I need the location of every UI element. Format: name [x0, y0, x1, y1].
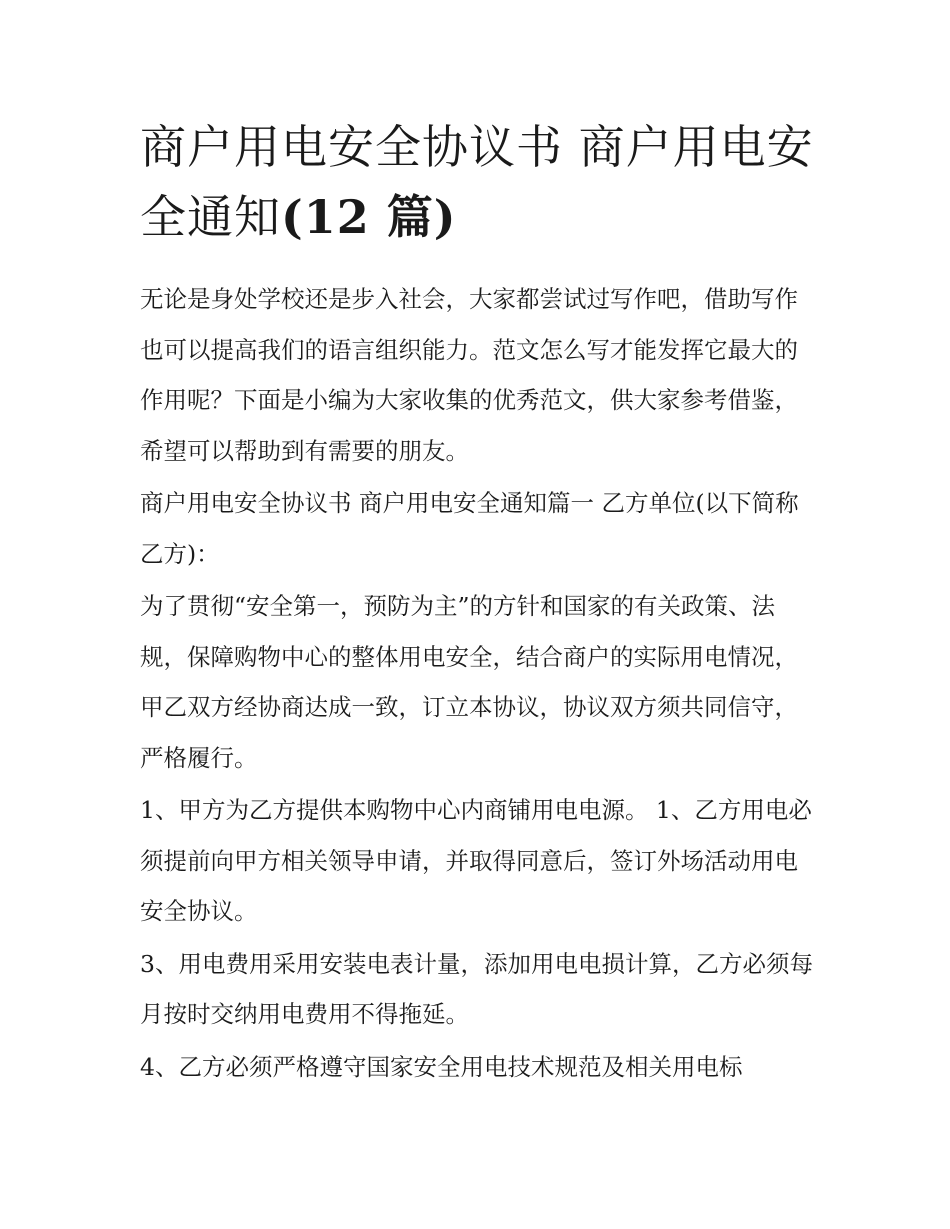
intro-paragraph: 无论是身处学校还是步入社会，大家都尝试过写作吧，借助写作也可以提高我们的语言组织能力。范文怎么写才能发挥它最大的作用呢？下面是小编为大家收集的优秀范文，供大家参考借鉴，希望可以帮助到有需要的朋友。 [140, 285, 798, 465]
purpose-paragraph: 为了贯彻“安全第一，预防为主”的方针和国家的有关政策、法规，保障购物中心的整体用电安全，结合商户的实际用电情况，甲乙双方经协商达成一致，订立本协议，协议双方须共同信守，严格履行。 [140, 592, 798, 772]
title-count: (12 篇) [281, 190, 457, 244]
document-title [140, 112, 815, 252]
section-heading-paragraph: 商户用电安全协议书 商户用电安全通知篇一 乙方单位(以下简称乙方)： [140, 489, 799, 568]
title-main: 商户用电安全协议书 商户用电安全通知 [140, 120, 814, 244]
document-page [140, 112, 815, 1094]
clause-4-paragraph: 4、乙方必须严格遵守国家安全用电技术规范及相关用电标 [140, 1052, 743, 1081]
clause-1-paragraph: 1、甲方为乙方提供本购物中心内商铺用电电源。 1、乙方用电必须提前向甲方相关领导申请，并取得同意后，签订外场活动用电安全协议。 [140, 796, 812, 925]
clause-3-paragraph: 3、用电费用采用安装电表计量，添加用电电损计算，乙方必须每月按时交纳用电费用不得拖延。 [140, 949, 813, 1028]
